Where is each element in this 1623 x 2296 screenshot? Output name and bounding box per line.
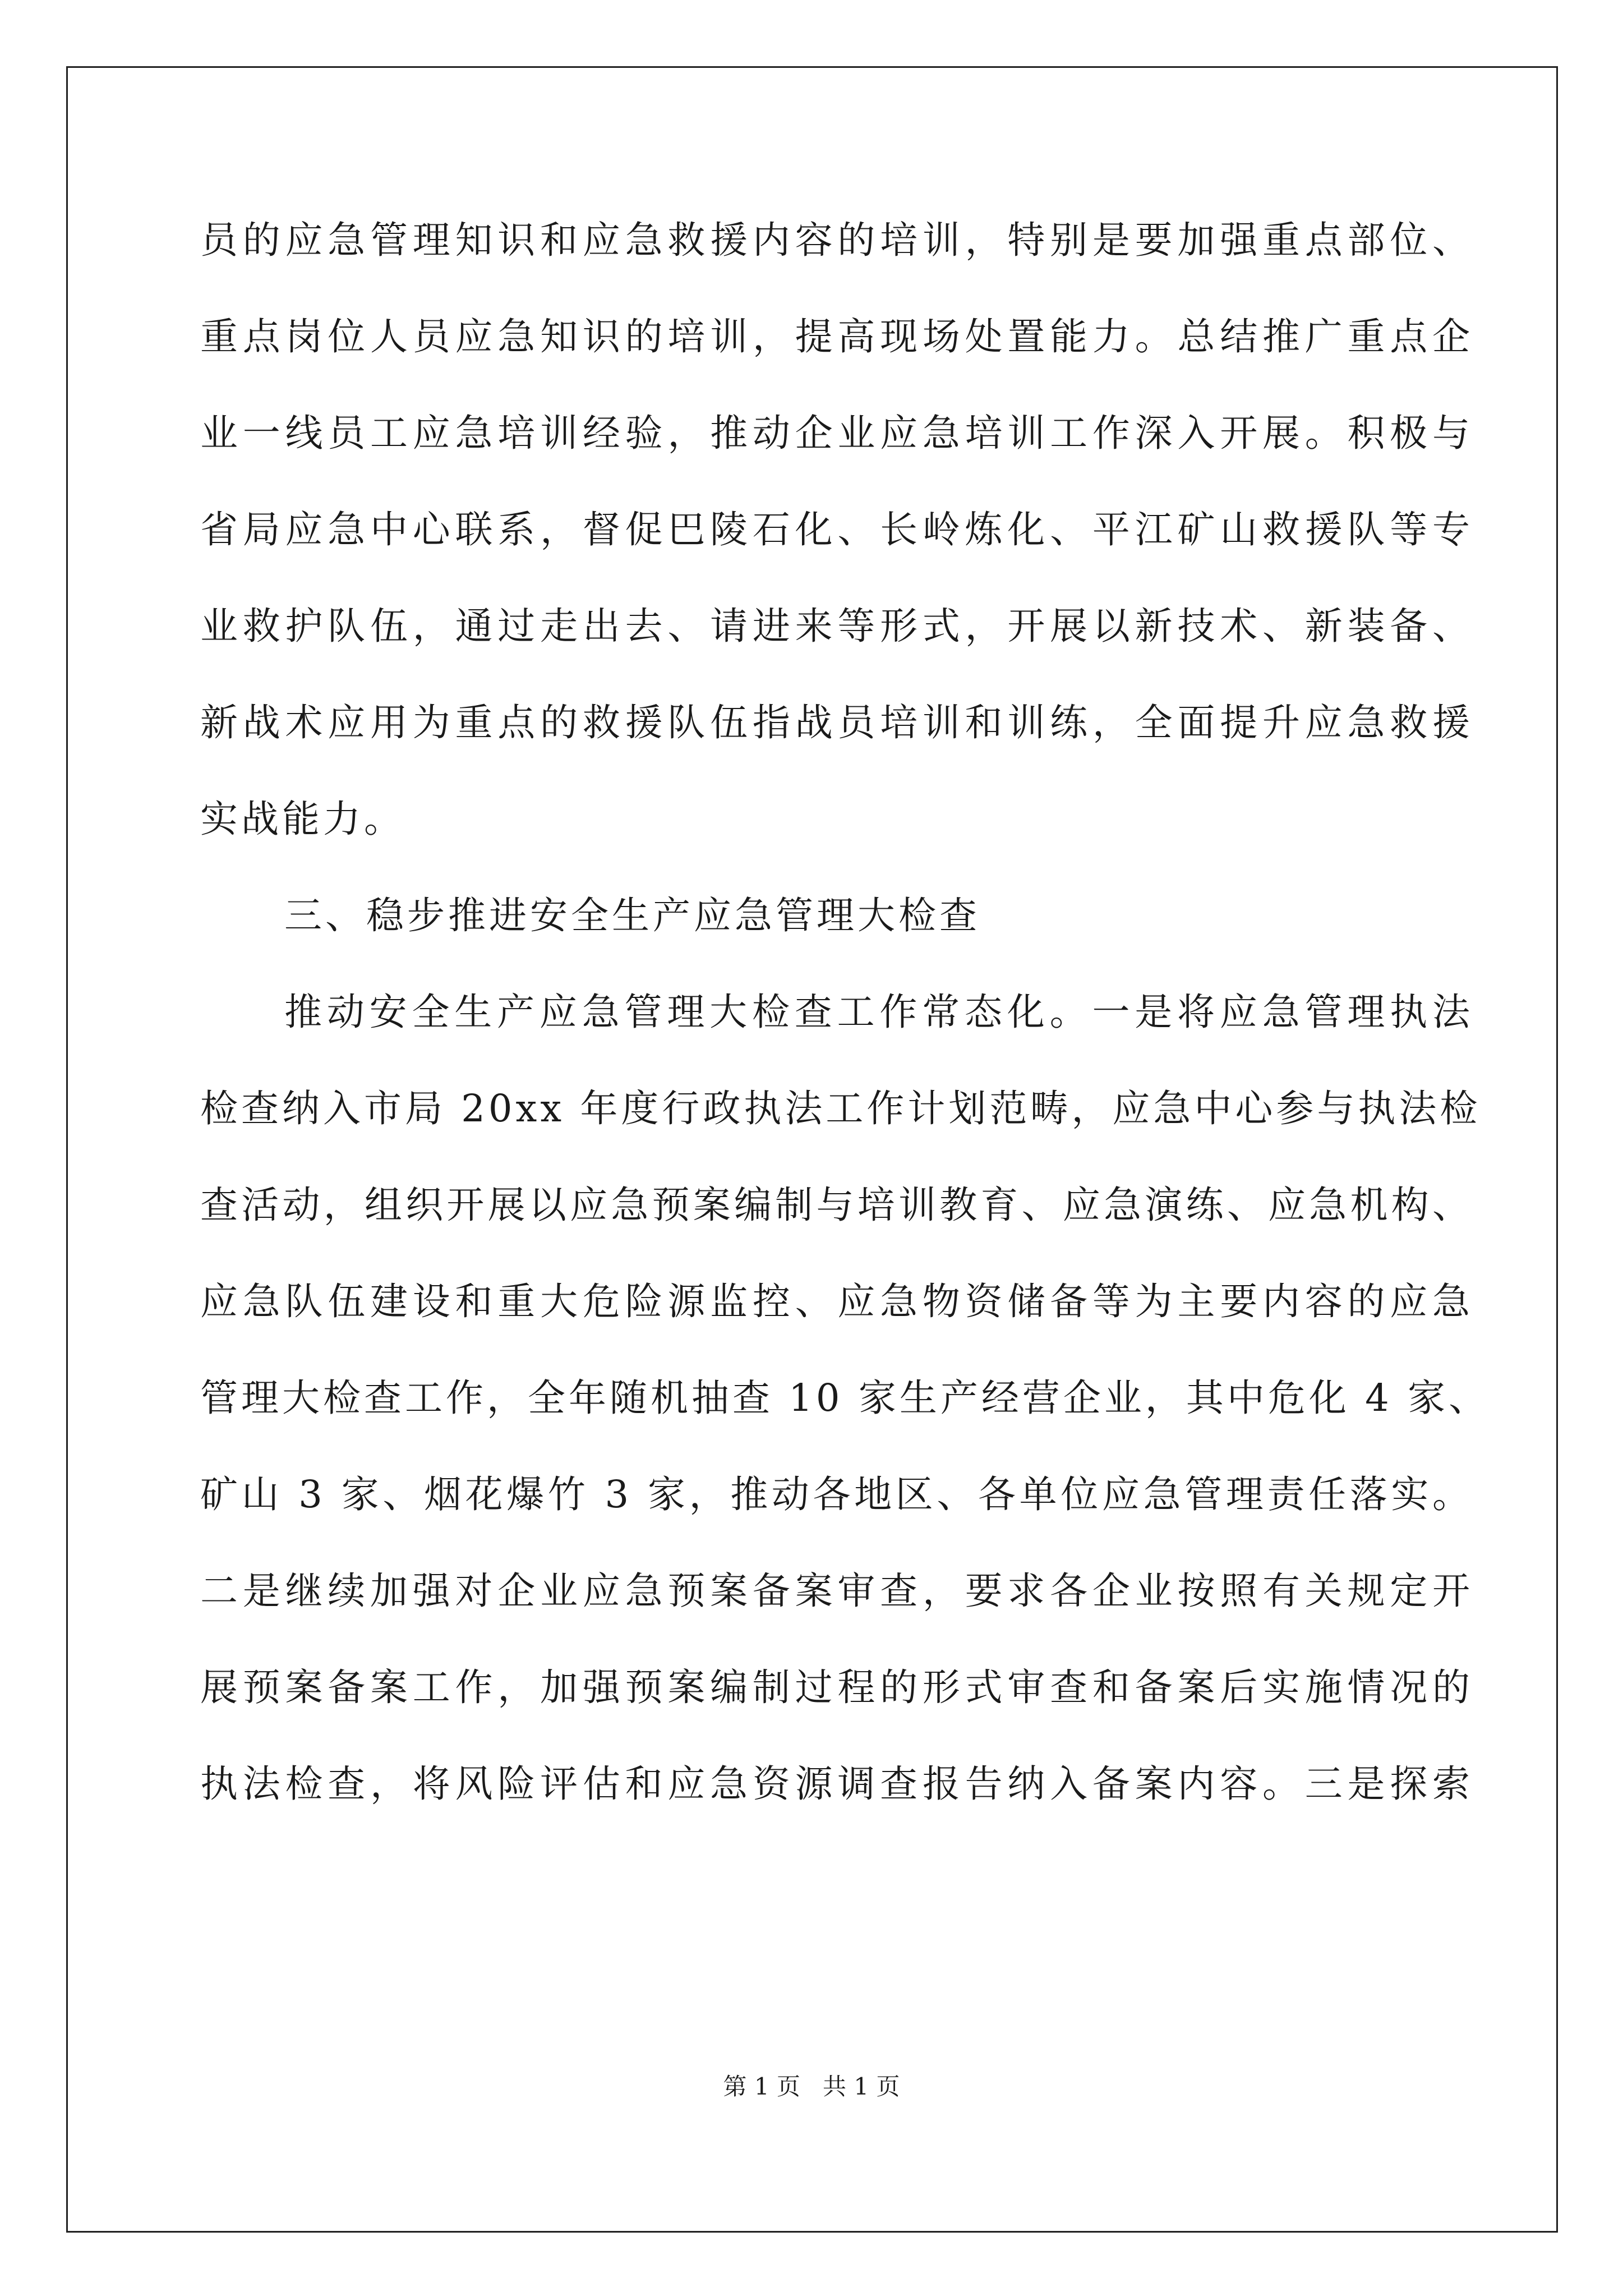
text-line: 业一线员工应急培训经验，推动企业应急培训工作深入开展。积极与 <box>200 411 1473 455</box>
text-line: 展预案备案工作，加强预案编制过程的形式审查和备案后实施情况的 <box>200 1665 1473 1709</box>
text-line: 新战术应用为重点的救援队伍指战员培训和训练，全面提升应急救援 <box>200 701 1473 744</box>
document-body <box>200 192 1490 1832</box>
text-line: 业救护队伍，通过走出去、请进来等形式，开展以新技术、新装备、 <box>200 604 1473 648</box>
text-line: 管理大检查工作，全年随机抽查 10 家生产经营企业，其中危化 4 家、 <box>200 1376 1490 1420</box>
section-heading: 三、稳步推进安全生产应急管理大检查 <box>284 894 980 937</box>
text-line: 查活动，组织开展以应急预案编制与培训教育、应急演练、应急机构、 <box>200 1183 1473 1227</box>
page-number-footer: 第 1 页 共 1 页 <box>723 2073 900 2100</box>
text-line: 检查纳入市局 20xx 年度行政执法工作计划范畴，应急中心参与执法检 <box>200 1087 1481 1130</box>
text-line: 二是继续加强对企业应急预案备案审查，要求各企业按照有关规定开 <box>200 1569 1473 1613</box>
text-line: 实战能力。 <box>200 797 405 841</box>
text-line: 矿山 3 家、烟花爆竹 3 家，推动各地区、各单位应急管理责任落实。 <box>200 1473 1473 1516</box>
text-line: 省局应急中心联系，督促巴陵石化、长岭炼化、平江矿山救援队等专 <box>200 508 1473 551</box>
text-line: 员的应急管理知识和应急救援内容的培训，特别是要加强重点部位、 <box>200 218 1473 262</box>
text-line: 重点岗位人员应急知识的培训，提高现场处置能力。总结推广重点企 <box>200 315 1473 358</box>
text-line: 应急队伍建设和重大危险源监控、应急物资储备等为主要内容的应急 <box>200 1280 1473 1323</box>
text-line: 执法检查，将风险评估和应急资源调查报告纳入备案内容。三是探索 <box>200 1762 1473 1806</box>
text-line: 推动安全生产应急管理大检查工作常态化。一是将应急管理执法 <box>284 990 1473 1034</box>
